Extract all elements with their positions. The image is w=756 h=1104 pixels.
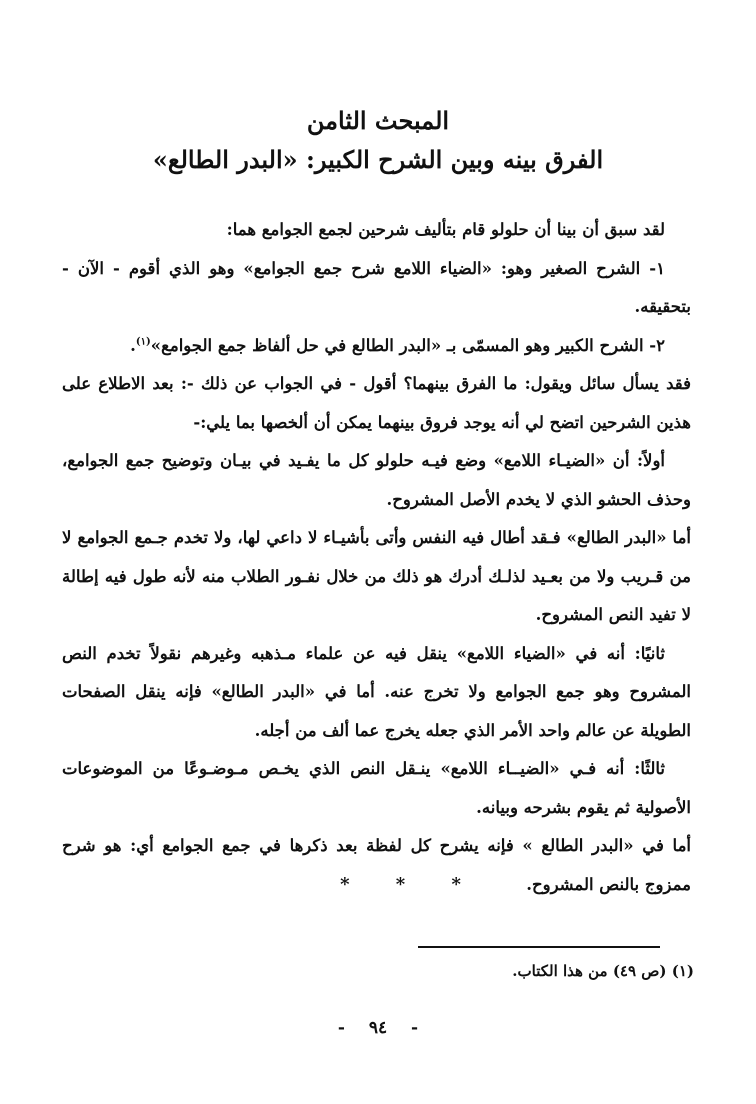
paragraph-second: ثانيًا: أنه في «الضياء اللامع» ينقل فيه عن علماء مـذهبه وغيرهم نقولاً تخدم النص المشروح وهو جمع الجوامع ولا تخرج عنه. أما في «البدر الطالع» فإنه ينقل الصفحات الطويلة عن عالم واحد الأمر الذي جعله يخرج عما ألف من أجله. bbox=[62, 643, 691, 740]
paragraph-first-contrast: أما «البدر الطالع» فـقد أطال فيه النفس وأتى بأشيـاء لا داعي لها، ولا تخدم جـمع الجوامع لا من قـريب ولا من بعـيد لذلـك أدرك هو ذلك من خلال نفـور الطلاب منه لأنه طول فيه إطالة لا تفيد النص المشروح. bbox=[62, 528, 691, 624]
paragraph-item-1: ١- الشرح الصغير وهو: «الضياء اللامع شرح جمع الجوامع» وهو الذي أقوم - الآن - بتحقيقه. bbox=[62, 258, 691, 316]
paragraph-first: أولاً: أن «الضيـاء اللامع» وضع فيـه حلولو كل ما يفـيد في بيـان وتوضيح جمع الجوامع، وحذف الحشو الذي لا يخدم الأصل المشروح. bbox=[62, 451, 691, 509]
section-subtitle: الفرق بينه وبين الشرح الكبير: «البدر الطالع» bbox=[152, 145, 604, 174]
main-text bbox=[62, 211, 691, 904]
page-number: - ٩٤ - bbox=[337, 1018, 419, 1038]
footnote-marker: (١) bbox=[135, 336, 151, 347]
section-heading bbox=[60, 104, 696, 180]
paragraph-intro: لقد سبق أن بينا أن حلولو قام بتأليف شرحين لجمع الجوامع هما: bbox=[226, 220, 665, 239]
footnote-divider bbox=[418, 946, 660, 948]
section-title: المبحث الثامن bbox=[306, 106, 450, 135]
paragraph-question: فقد يسأل سائل ويقول: ما الفرق بينهما؟ أقول - في الجواب عن ذلك -: بعد الاطلاع على هذين الشرحين اتضح لي أنه يوجد فروق بينهما يمكن أن ألخصها بما يلي:- bbox=[62, 374, 691, 432]
paragraph-third-contrast: أما في «البدر الطالع » فإنه يشرح كل لفظة بعد ذكرها في جمع الجوامع أي: هو شرح ممزوج بالنص المشروح. bbox=[62, 836, 691, 894]
paragraph-third: ثالثًا: أنه فـي «الضيــاء اللامع» ينـقل النص الذي يخـص مـوضـوعًا من الموضوعات الأصولية ثم يقوم بشرحه وبيانه. bbox=[62, 759, 691, 817]
footnote-text: (١) (ص ٤٩) من هذا الكتاب. bbox=[512, 962, 694, 980]
paragraph-item-2: ٢- الشرح الكبير وهو المسمّى بـ «البدر الطالع في حل ألفاظ جمع الجوامع»$^{(١)}$. bbox=[130, 335, 665, 355]
section-separator: * * * bbox=[340, 874, 461, 895]
paragraph-item-2-text: ٢- الشرح الكبير وهو المسمّى بـ «البدر الطالع في حل ألفاظ جمع الجوامع» bbox=[150, 335, 665, 355]
